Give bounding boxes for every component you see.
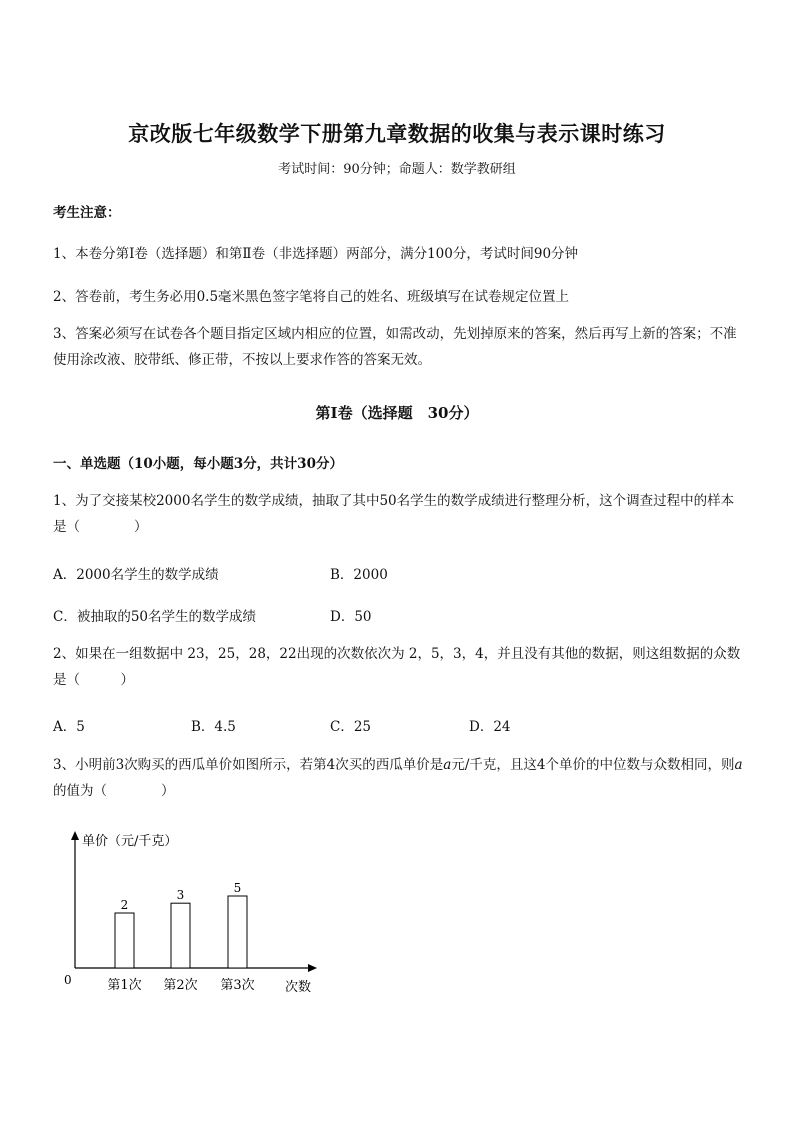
question-3-stem: 3、小明前3次购买的西瓜单价如图所示，若第4次买的西瓜单价是𝑎元/千克，且这4个单价的中位数与众数相同，则𝑎的值为（ ） <box>53 757 743 799</box>
notice-heading: 考生注意： <box>53 205 121 221</box>
y-axis-arrow <box>71 831 79 840</box>
question-1-option-d[interactable]: D．50 <box>330 609 372 625</box>
bar-value-label-2: 3 <box>176 888 185 903</box>
question-1-option-c[interactable]: C．被抽取的50名学生的数学成绩 <box>53 609 257 625</box>
notice-item-1: 1、本卷分第Ⅰ卷（选择题）和第Ⅱ卷（非选择题）两部分，满分100分，考试时间90分钟 <box>53 246 579 262</box>
bar-value-label-1: 2 <box>120 898 129 912</box>
x-axis-arrow <box>308 964 317 972</box>
question-2-option-b[interactable]: B．4.5 <box>191 719 236 735</box>
part-heading: 一、单选题（10小题，每小题3分，共计30分） <box>53 456 343 472</box>
exam-subtitle: 考试时间：90分钟；命题人：数学教研组 <box>278 162 516 177</box>
y-axis-label: 单价（元/千克） <box>82 834 178 849</box>
x-axis-label: 次数 <box>285 980 312 995</box>
price-bar-chart <box>55 825 335 1005</box>
bar-value-label-3: 5 <box>233 881 242 895</box>
question-2-stem: 2、如果在一组数据中 23，25，28，22出现的次数依次为 2，5，3，4，并且没有其他的数据，则这组数据的众数是（ ） <box>53 646 741 688</box>
question-2-option-a[interactable]: A．5 <box>53 719 85 735</box>
bar-series <box>107 881 254 993</box>
question-1-stem: 1、为了交接某校2000名学生的数学成绩，抽取了其中50名学生的数学成绩进行整理分析，这个调查过程中的样本是（ ） <box>53 493 735 535</box>
origin-label: 0 <box>64 973 72 987</box>
category-label-1: 第1次 <box>107 978 142 993</box>
question-1-option-a[interactable]: A．2000名学生的数学成绩 <box>53 567 219 583</box>
category-label-2: 第2次 <box>163 978 198 993</box>
bar-3 <box>228 896 247 968</box>
question-1-option-b[interactable]: B．2000 <box>330 567 388 583</box>
category-label-3: 第3次 <box>220 978 255 993</box>
bar-2 <box>171 903 190 968</box>
page-title: 京改版七年级数学下册第九章数据的收集与表示课时练习 <box>128 121 666 146</box>
bar-1 <box>115 913 134 968</box>
question-2-option-c[interactable]: C．25 <box>330 719 372 735</box>
question-2-option-d[interactable]: D．24 <box>469 719 511 735</box>
notice-item-2: 2、答卷前，考生务必用0.5毫米黑色签字笔将自己的姓名、班级填写在试卷规定位置上 <box>53 289 570 305</box>
notice-item-3: 3、答案必须写在试卷各个题目指定区域内相应的位置，如需改动，先划掉原来的答案，然后再写上新的答案；不准使用涂改液、胶带纸、修正带，不按以上要求作答的答案无效。 <box>53 326 737 368</box>
section-title: 第Ⅰ卷（选择题 30分） <box>315 404 479 422</box>
